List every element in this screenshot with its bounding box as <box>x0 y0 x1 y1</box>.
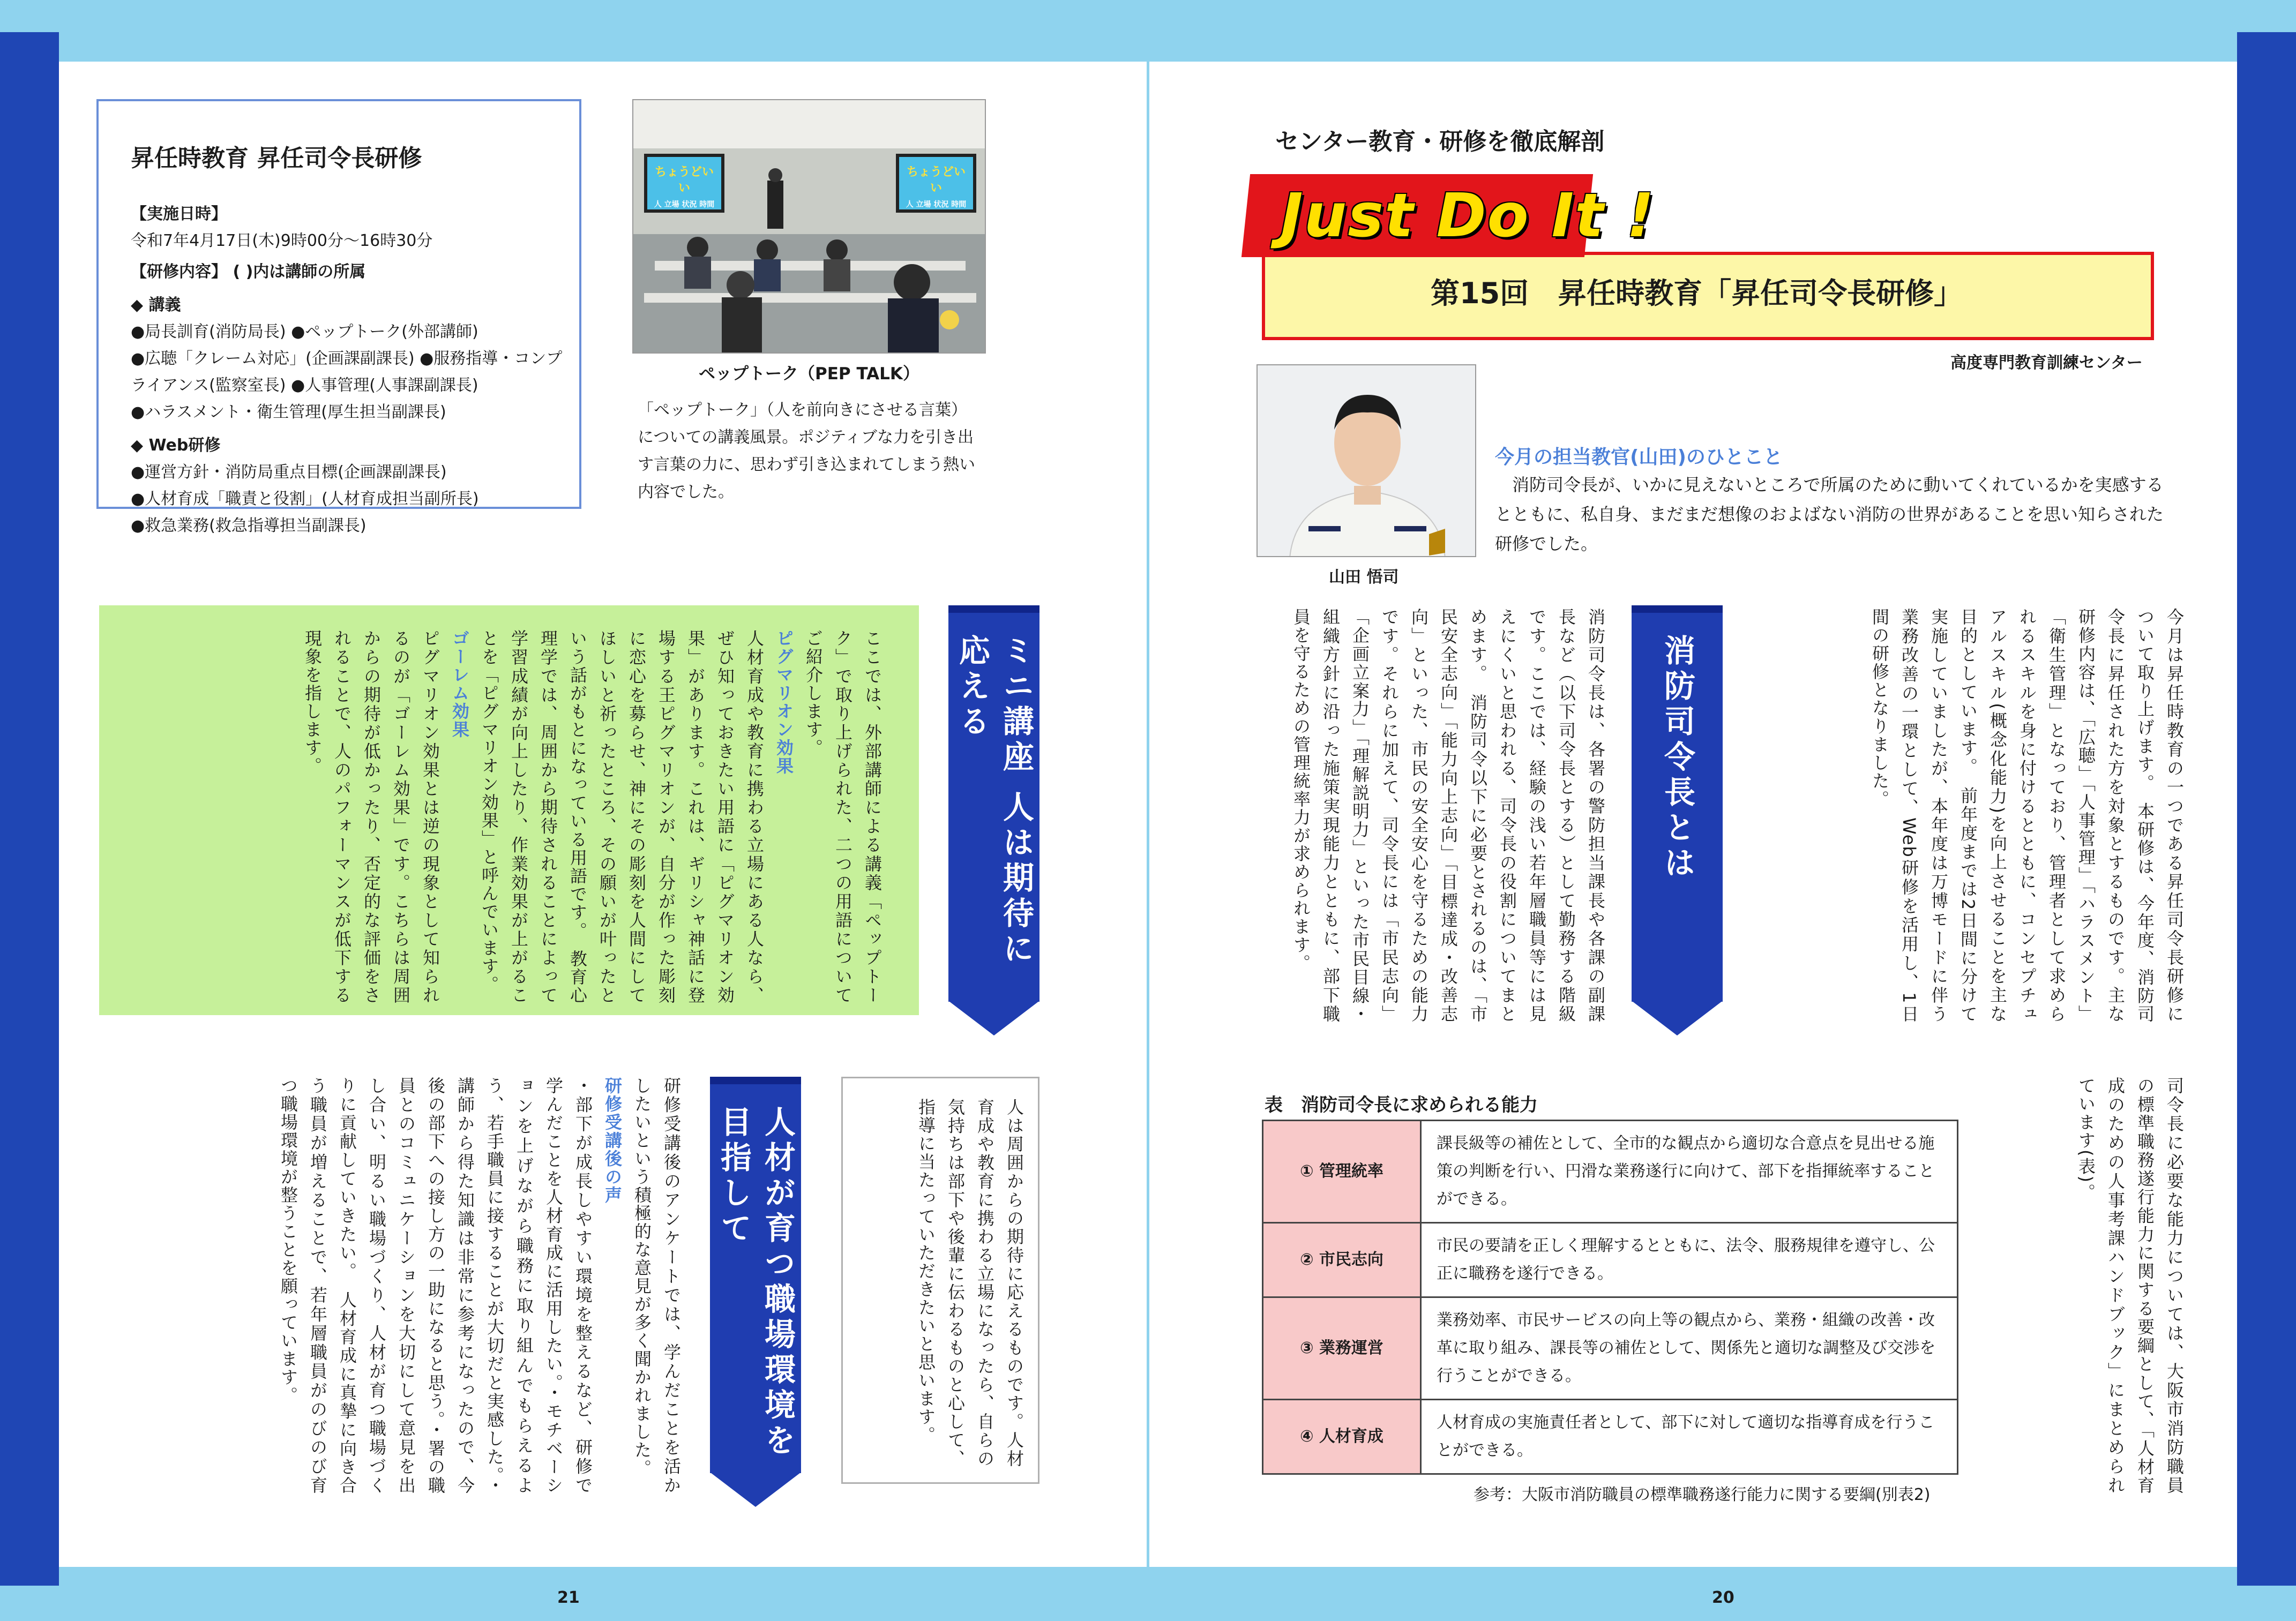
abilities-table <box>1262 1120 1958 1475</box>
lecture-line: ●局長訓育(消防局長) ●ペップトーク(外部講師) <box>131 322 478 341</box>
ability-description: 業務効率、市民サービスの向上等の観点から、業務・組織の改善・改革に取り組み、課長等の補佐として、関係先と適切な調整及び交渉を行うことができる。 <box>1421 1297 1958 1400</box>
workplace-banner-point <box>711 1473 801 1507</box>
golem-heading: ゴーレム効果 <box>450 629 470 739</box>
ability-description: 市民の要請を正しく理解するとともに、法令、服務規律を遵守し、公正に職務を遂行できる。 <box>1421 1223 1958 1297</box>
mini-lecture-banner-point <box>949 1001 1039 1035</box>
left-edge-band <box>0 32 59 1586</box>
pygmalion-text: 人材育成や教育に携わる立場にある人なら、ぜひ知っておきたい用語に「ピグマリオン効果」があります。これは、ギリシャ神話に登場する王ピグマリオンが、自分が作った彫刻に恋心を募らせ、神にその彫刻を人間にしてほしいと祈ったところ、その願いが叶ったという話がもとになっている用語です。 教育心理学では、周囲から期待されることによって学習成績が向上したり、作業効果が上がることを「ピグマリオン効果」と呼んでいます。 <box>479 629 765 1004</box>
instructor-name: 山田 悟司 <box>1329 568 1399 587</box>
lecture-photo <box>632 99 986 354</box>
date-value: 令和7年4月17日(木)9時00分～16時30分 <box>131 231 433 250</box>
table-reference: 参考：大阪市消防職員の標準職務遂行能力に関する要綱(別表2) <box>1474 1485 1931 1504</box>
instructor-illustration <box>1258 365 1476 557</box>
section-banner-point <box>1632 1001 1722 1035</box>
table-row <box>1263 1223 1958 1297</box>
comment-text: 消防司令長が、いかに見えないところで所属のために動いてくれているかを実感するとともに、私自身、まだまだ想像のおよばない消防の世界があることを思い知らされた研修でした。 <box>1495 475 2164 554</box>
table-row <box>1263 1121 1958 1223</box>
lecture-line: ライアンス(監察室長) ●人事管理(人事課副課長) <box>131 376 478 395</box>
ability-label: ② 市民志向 <box>1263 1223 1421 1297</box>
lecture-room-illustration <box>633 100 986 354</box>
web-heading: ◆ Web研修 <box>131 436 221 455</box>
date-heading: 【実施日時】 <box>131 205 227 223</box>
mini-lecture-banner <box>948 605 1039 1002</box>
department-label: 高度専門教育訓練センター <box>1950 354 2143 372</box>
survey-voices-text <box>91 1077 686 1495</box>
training-info-box <box>96 99 581 535</box>
web-line: ●人材育成「職責と役割」(人材育成担当副所長) <box>131 490 479 508</box>
page-number-left: 21 <box>557 1588 580 1607</box>
info-box-title: 昇任時教育 昇任司令長研修 <box>131 145 422 172</box>
screen-text-line2: 人 立場 状況 時間 <box>654 200 715 209</box>
mini-lecture-text <box>115 629 887 1004</box>
instructor-portrait <box>1257 364 1476 557</box>
ability-label: ① 管理統率 <box>1263 1121 1421 1223</box>
voices-heading: 研修受講後の声 <box>602 1077 623 1204</box>
comment-heading: 今月の担当教官(山田)のひとこと <box>1495 446 1783 468</box>
voices-text: ・部下が成長しやすい環境を整えるなど、研修で学んだことを人材育成に活用したい。・モチベーションを上げながら職務に取り組んでもらえるよう、若手職員に接することが大切だと実感した。・講師から得た知識は非常に参考になったので、今後の部下への接し方の一助になると思う。・署の職員とのコミュニケーションを大切にして意見を出し合い、明るい職場づくり、人材が育つ職場づくりに貢献していきたい。 人材育成に真摯に向き合う職員が増えることで、若年層職員がのびのび育つ職場環境が整うことを願っています。 <box>278 1077 593 1495</box>
web-line: ●救急業務(救急指導担当副課長) <box>131 516 367 535</box>
section-banner-text: 消防司令長とは <box>1659 634 1695 882</box>
ability-label: ③ 業務運営 <box>1263 1297 1421 1400</box>
screen-text-line2: 人 立場 状況 時間 <box>906 200 967 209</box>
lecture-line: ●広聴「クレーム対応」(企画課副課長) ●服務指導・コンプ <box>131 349 563 368</box>
golem-text: ピグマリオン効果とは逆の現象として知られるのが「ゴーレム効果」です。こちらは周囲からの期待が低かったり、否定的な評価をされることで、人のパフォーマンスが低下する現象を指します。 <box>302 629 440 1004</box>
contents-heading: 【研修内容】 ( )内は講師の所属 <box>131 262 366 281</box>
section-banner <box>1632 605 1723 1002</box>
screen-text-line1: ちょうどいい <box>906 166 966 195</box>
lecture-heading: ◆ 講義 <box>131 296 181 314</box>
ability-label: ④ 人材育成 <box>1263 1400 1421 1474</box>
screen-text-left <box>649 164 719 213</box>
screen-text-line1: ちょうどいい <box>654 166 714 195</box>
workplace-banner <box>710 1077 801 1473</box>
section-text: 消防司令長は、各署の警防担当課長や各課の副課長など（以下司令長とする）として勤務する階級です。ここでは、経験の浅い若年層職員等には見えにくいと思われる、司令長の役割についてまとめます。 消防司令以下に必要とされるのは、「市民安全志向」「能力向上志向」「目標達成・改善志向」といった、市民の安全安心を守るための能力です。それらに加えて、司令長には「市民志向」「企画立案力」「理解説明力」といった市民目線・組織方針に沿った施策実現能力とともに、部下職員を守るための管理統率力が求められます。 <box>1291 608 1606 1023</box>
photo-description: 「ペップトーク」（人を前向きにさせる言葉）についての講義風景。ポジティブな力を引き出す言葉の力に、思わず引き込まれてしまう熱い内容でした。 <box>638 401 975 501</box>
screen-text-right <box>901 164 971 213</box>
just-do-it-logo: Just Do It ! <box>1281 181 1655 251</box>
article-title: 第15回 昇任時教育「昇任司令長研修」 <box>1431 276 1963 310</box>
table-row <box>1263 1400 1958 1474</box>
message-box-text: 人は周囲からの期待に応えるものです。人材育成や教育に携わる立場になったら、自らの気持ちは部下や後輩に伝わるものと心して、指導に当たっていただきたいと思います。 <box>916 1098 1024 1468</box>
survey-text: 研修受講後のアンケートでは、学んだことを活かしたいという積極的な意見が多く聞かれました。 <box>632 1077 682 1495</box>
mini-lecture-banner-text: ミニ講座 人は期待に応える <box>954 634 1034 968</box>
page-number-right: 20 <box>1712 1588 1734 1607</box>
table-row <box>1263 1297 1958 1400</box>
ability-description: 人材育成の実施責任者として、部下に対して適切な指導育成を行うことができる。 <box>1421 1400 1958 1474</box>
lecture-line: ●ハラスメント・衛生管理(厚生担当副課長) <box>131 403 446 422</box>
mini-lecture-intro: ここでは、外部講師による講義「ペップトーク」で取り上げられた、二つの用語についてご紹介します。 <box>803 629 882 1004</box>
ability-description: 課長級等の補佐として、全市的な観点から適切な合意点を見出せる施策の判断を行い、円滑な業務遂行に向けて、部下を指揮統率することができる。 <box>1421 1121 1958 1223</box>
web-line: ●運営方針・消防局重点目標(企画課副課長) <box>131 463 447 482</box>
photo-caption: ペップトーク（PEP TALK） <box>699 364 919 384</box>
section-text-continued: 司令長に必要な能力については、大阪市消防職員の標準職務遂行能力に関する要綱として、「人材育成のための人事考課ハンドブック」にまとめられています(表)。 <box>2076 1077 2185 1495</box>
article-intro-text: 今月は昇任時教育の一つである昇任司令長研修について取り上げます。 本研修は、今年度、消防司令長に昇任された方を対象とするものです。主な研修内容は、「広聴」「人事管理」「ハラスメント」「衛生管理」となっており、管理者として求められるスキルを身に付けるとともに、コンセプチュアルスキル(概念化能力)を向上させることを主な目的としています。 前年度までは2日間に分けて実施していましたが、本年度は万博モードに伴う業務改善の一環として、Web研修を活用し、1日間の研修となりました。 <box>1869 608 2185 1023</box>
pygmalion-heading: ピグマリオン効果 <box>774 629 794 775</box>
workplace-banner-text: 人材が育つ職場環境を目指して <box>715 1106 796 1459</box>
table-title: 表 消防司令長に求められる能力 <box>1265 1094 1538 1116</box>
right-edge-band <box>2237 32 2296 1586</box>
series-kicker: センター教育・研修を徹底解剖 <box>1275 128 1605 155</box>
